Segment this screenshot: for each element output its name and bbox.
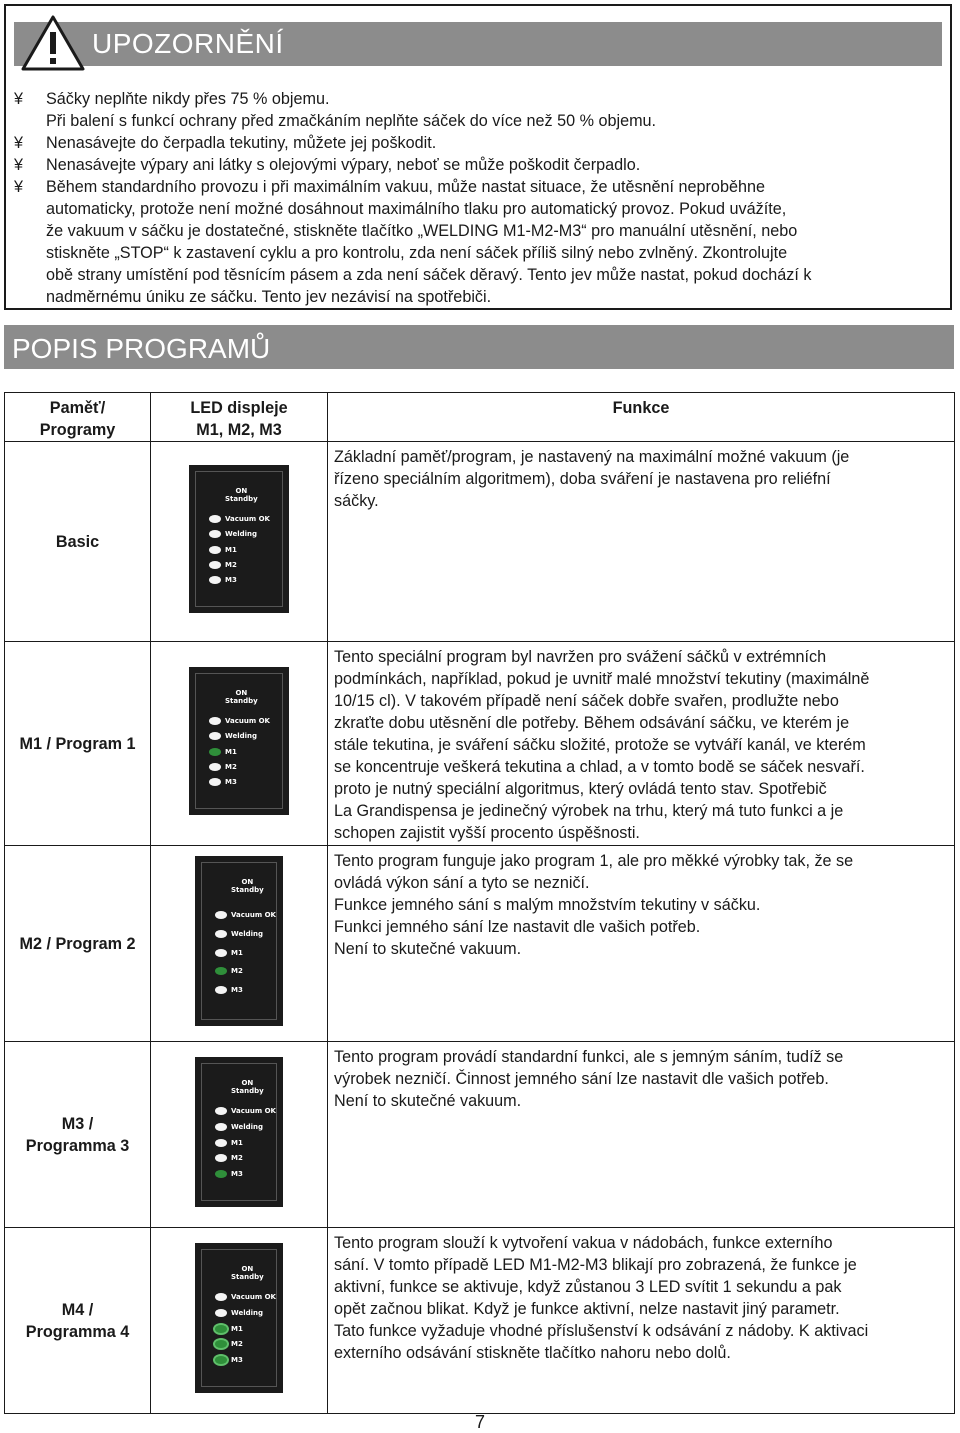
led-label: M3 bbox=[231, 985, 243, 994]
led-label: ON bbox=[241, 877, 254, 886]
table-header-row bbox=[5, 393, 955, 442]
function-text-line: La Grandispensa je jedinečný výrobek na trhu, který má tuto funkci a je bbox=[334, 802, 844, 820]
led-indicator bbox=[215, 967, 243, 975]
led-indicator bbox=[209, 576, 237, 584]
led-panel-image bbox=[189, 667, 289, 815]
led-dot-icon bbox=[215, 949, 227, 957]
led-indicator bbox=[215, 1170, 243, 1178]
program-name: M4 / Programma 4 bbox=[5, 1228, 151, 1414]
led-label: Welding bbox=[231, 1122, 264, 1131]
function-text-line: stále tekutina, je sváření sáčku složité, protože se vytváří kanál, ve kterém bbox=[334, 736, 866, 754]
led-indicator bbox=[215, 1293, 276, 1301]
led-indicator bbox=[209, 717, 270, 725]
function-text-line: se koncentruje veškerá tekutina a chlad, a v tomto bodě se sáček nesvaří. bbox=[334, 758, 865, 776]
header-led: LED displeje M1, M2, M3 bbox=[151, 393, 328, 442]
led-label: M1 bbox=[231, 1324, 243, 1333]
led-dot-icon bbox=[215, 1107, 227, 1115]
led-dot-icon bbox=[209, 515, 221, 523]
led-label: ON bbox=[235, 486, 248, 495]
led-label: Standby bbox=[225, 494, 258, 503]
led-label: ON bbox=[241, 1078, 254, 1087]
led-dot-icon bbox=[209, 546, 221, 554]
led-dot-icon bbox=[209, 576, 221, 584]
program-function bbox=[328, 1042, 955, 1228]
led-dot-icon bbox=[215, 986, 227, 994]
function-text-line: zkraťte dobu utěsnění dle potřeby. Během odsávání sáčku, ve kterém je bbox=[334, 714, 850, 732]
led-label: Standby bbox=[231, 1272, 264, 1281]
led-indicator bbox=[209, 689, 258, 705]
function-text-line: Funkce jemného sání s malým množstvím tekutiny v sáčku. bbox=[334, 896, 761, 914]
header-memory: Paměť/ Programy bbox=[5, 393, 151, 442]
function-text-line: Tento program funguje jako program 1, ale pro měkké výrobky tak, že se bbox=[334, 852, 854, 870]
table-row bbox=[5, 642, 955, 846]
led-indicator bbox=[215, 1356, 243, 1364]
program-name: Basic bbox=[5, 442, 151, 642]
function-text-line: sání. V tomto případě LED M1-M2-M3 blikají pro zobrazená, že funkce je bbox=[334, 1256, 857, 1274]
led-dot-icon bbox=[209, 717, 221, 725]
function-text-line: podmínkách, například, pokud je uvnitř malé množství tekutiny (maximálně bbox=[334, 670, 870, 688]
led-indicator bbox=[215, 1325, 243, 1333]
led-label: M2 bbox=[225, 560, 237, 569]
led-label: Vacuum OK bbox=[225, 514, 270, 523]
led-dot-icon bbox=[209, 748, 221, 756]
led-dot-icon bbox=[215, 1356, 227, 1364]
function-text-line: schopen zajistit vyšší procento úspěšnosti. bbox=[334, 824, 640, 842]
led-dot-icon bbox=[215, 1293, 227, 1301]
led-label: M2 bbox=[231, 1153, 243, 1162]
led-dot-icon bbox=[215, 1154, 227, 1162]
function-text-line: ovládá výkon sání a tyto se nezničí. bbox=[334, 874, 590, 892]
led-dot-icon bbox=[209, 530, 221, 538]
function-text-line: sáčky. bbox=[334, 492, 379, 510]
led-label: Vacuum OK bbox=[231, 1106, 276, 1115]
led-dot-icon bbox=[215, 1340, 227, 1348]
header-function: Funkce bbox=[328, 393, 955, 442]
led-label: M1 bbox=[231, 1138, 243, 1147]
bullet: ¥ bbox=[14, 178, 24, 196]
function-text-line: Základní paměť/program, je nastavený na maximální možné vakuum (je bbox=[334, 448, 850, 466]
led-indicator bbox=[209, 778, 237, 786]
led-indicator bbox=[215, 1265, 264, 1281]
function-text-line: Tento program provádí standardní funkci, ale s jemným sáním, tudíž se bbox=[334, 1048, 844, 1066]
led-label: ON bbox=[241, 1264, 254, 1273]
led-indicator bbox=[209, 546, 237, 554]
led-label: M2 bbox=[231, 966, 243, 975]
led-indicator bbox=[209, 530, 257, 538]
led-display-cell bbox=[151, 442, 328, 642]
function-text-line: Tato funkce vyžaduje vhodné příslušenství k odsávání z nádoby. K aktivaci bbox=[334, 1322, 869, 1340]
led-dot-icon bbox=[215, 911, 227, 919]
led-dot-icon bbox=[215, 1170, 227, 1178]
function-text-line: Tento speciální program byl navržen pro svážení sáčků v extrémních bbox=[334, 648, 827, 666]
led-panel-image bbox=[189, 465, 289, 613]
led-dot-icon bbox=[215, 967, 227, 975]
led-label: M1 bbox=[225, 545, 237, 554]
led-display-cell bbox=[151, 1228, 328, 1414]
led-indicator bbox=[215, 1079, 264, 1095]
led-display-cell bbox=[151, 642, 328, 846]
program-name: M1 / Program 1 bbox=[5, 642, 151, 846]
table-row bbox=[5, 846, 955, 1042]
led-label: M3 bbox=[231, 1169, 243, 1178]
led-label: M1 bbox=[225, 747, 237, 756]
function-text-line: Tento program slouží k vytvoření vakua v nádobách, funkce externího bbox=[334, 1234, 833, 1252]
table-row bbox=[5, 1228, 955, 1414]
led-indicator bbox=[215, 1309, 263, 1317]
led-indicator bbox=[209, 748, 237, 756]
led-label: Standby bbox=[225, 696, 258, 705]
programs-table bbox=[4, 392, 955, 1414]
led-indicator bbox=[215, 911, 276, 919]
led-label: M3 bbox=[231, 1355, 243, 1364]
function-text-line: Není to skutečné vakuum. bbox=[334, 940, 522, 958]
function-text-line: výrobek nezničí. Činnost jemného sání lze nastavit dle vašich potřeb. bbox=[334, 1070, 829, 1088]
function-text-line: Není to skutečné vakuum. bbox=[334, 1092, 522, 1110]
led-indicator bbox=[209, 732, 257, 740]
led-indicator bbox=[215, 986, 243, 994]
function-text-line: řízeno speciálním algoritmem), doba sváření je nastavena pro reliéfní bbox=[334, 470, 831, 488]
led-label: M2 bbox=[231, 1339, 243, 1348]
led-label: M1 bbox=[231, 948, 243, 957]
led-indicator bbox=[215, 949, 243, 957]
warning-list bbox=[14, 88, 934, 308]
program-function bbox=[328, 442, 955, 642]
section-title: POPIS PROGRAMŮ bbox=[12, 333, 271, 364]
led-label: M3 bbox=[225, 575, 237, 584]
led-indicator bbox=[215, 878, 264, 894]
led-panel-image bbox=[195, 1057, 283, 1207]
led-label: M3 bbox=[225, 777, 237, 786]
warning-item: ¥ Nenasávejte do čerpadla tekutiny, můžete jej poškodit. bbox=[14, 134, 437, 152]
led-label: Vacuum OK bbox=[231, 910, 276, 919]
program-function bbox=[328, 1228, 955, 1414]
led-label: Vacuum OK bbox=[225, 716, 270, 725]
table-row bbox=[5, 442, 955, 642]
led-indicator bbox=[209, 763, 237, 771]
led-dot-icon bbox=[215, 1309, 227, 1317]
led-label: Welding bbox=[225, 731, 258, 740]
led-panel-image bbox=[195, 856, 283, 1026]
bullet: ¥ bbox=[14, 134, 24, 152]
led-label: Welding bbox=[231, 1308, 264, 1317]
led-dot-icon bbox=[209, 763, 221, 771]
led-indicator bbox=[215, 930, 263, 938]
warning-item: ¥ Nenasávejte výpary ani látky s olejovými výpary, neboť se může poškodit čerpadlo. bbox=[14, 156, 641, 174]
program-function bbox=[328, 846, 955, 1042]
warning-title: UPOZORNĚNÍ bbox=[92, 28, 284, 59]
function-text-line: 10/15 cl). V takovém případě není sáček dobře svařen, prodlužte nebo bbox=[334, 692, 839, 710]
led-display-cell bbox=[151, 1042, 328, 1228]
led-indicator bbox=[215, 1123, 263, 1131]
page-number: 7 bbox=[474, 1412, 485, 1432]
bullet: ¥ bbox=[14, 156, 24, 174]
program-name: M3 / Programma 3 bbox=[5, 1042, 151, 1228]
led-label: Welding bbox=[231, 929, 264, 938]
program-name: M2 / Program 2 bbox=[5, 846, 151, 1042]
led-label: ON bbox=[235, 688, 248, 697]
led-indicator bbox=[209, 487, 258, 503]
function-text-line: proto je nutný speciální algoritmus, který ovládá tento stav. Spotřebič bbox=[334, 780, 827, 798]
led-dot-icon bbox=[209, 778, 221, 786]
led-label: Standby bbox=[231, 885, 264, 894]
led-display-cell bbox=[151, 846, 328, 1042]
led-indicator bbox=[215, 1154, 243, 1162]
function-text-line: Funkci jemného sání lze nastavit dle vašich potřeb. bbox=[334, 918, 701, 936]
function-text-line: aktivní, funkce se aktivuje, když zůstanou 3 LED svítit 1 sekundu a pak bbox=[334, 1278, 842, 1296]
led-label: Standby bbox=[231, 1086, 264, 1095]
led-dot-icon bbox=[209, 732, 221, 740]
led-label: Welding bbox=[225, 529, 258, 538]
bullet: ¥ bbox=[14, 90, 24, 108]
led-dot-icon bbox=[215, 1325, 227, 1333]
led-indicator bbox=[209, 561, 237, 569]
program-function bbox=[328, 642, 955, 846]
led-panel-image bbox=[195, 1243, 283, 1393]
led-dot-icon bbox=[209, 561, 221, 569]
led-label: Vacuum OK bbox=[231, 1292, 276, 1301]
led-dot-icon bbox=[215, 930, 227, 938]
warning-triangle-icon bbox=[20, 14, 86, 72]
led-label: M2 bbox=[225, 762, 237, 771]
led-indicator bbox=[215, 1139, 243, 1147]
led-indicator bbox=[209, 515, 270, 523]
led-dot-icon bbox=[215, 1123, 227, 1131]
led-dot-icon bbox=[215, 1139, 227, 1147]
warning-item: ¥ Sáčky neplňte nikdy přes 75 % objemu. Při balení s funkcí ochrany před zmačkáním neplňte sáček do více než 50 % objemu. bbox=[14, 90, 657, 130]
function-text-line: externího odsávání stiskněte tlačítko nahoru nebo dolů. bbox=[334, 1344, 731, 1362]
function-text-line: opět začnou blikat. Když je funkce aktivní, nelze nastavit jiný parametr. bbox=[334, 1300, 840, 1318]
led-indicator bbox=[215, 1340, 243, 1348]
table-row bbox=[5, 1042, 955, 1228]
warning-item: ¥ Během standardního provozu i při maximálním vakuu, může nastat situace, že utěsnění neproběhne automaticky, protože není možné dosáhnout maximálního tlaku pro automatický provoz. Pokud uvážíte, že vakuum v sáčku je dostatečné, stiskněte tlačítko „WELDING M1-M2-M3“ pro manuální utěsnění, nebo stiskněte „STOP“ k zastavení cyklu a pro kontrolu, zda není sáček příliš silný nebo zvlněný. Zkontrolujte obě strany umístění pod těsnícím pásem a zda není sáček děravý. Tento jev může nastat, pokud dochází k nadměrnému úniku ze sáčku. Tento jev nezávisí na spotřebiči. bbox=[14, 178, 812, 306]
led-indicator bbox=[215, 1107, 276, 1115]
